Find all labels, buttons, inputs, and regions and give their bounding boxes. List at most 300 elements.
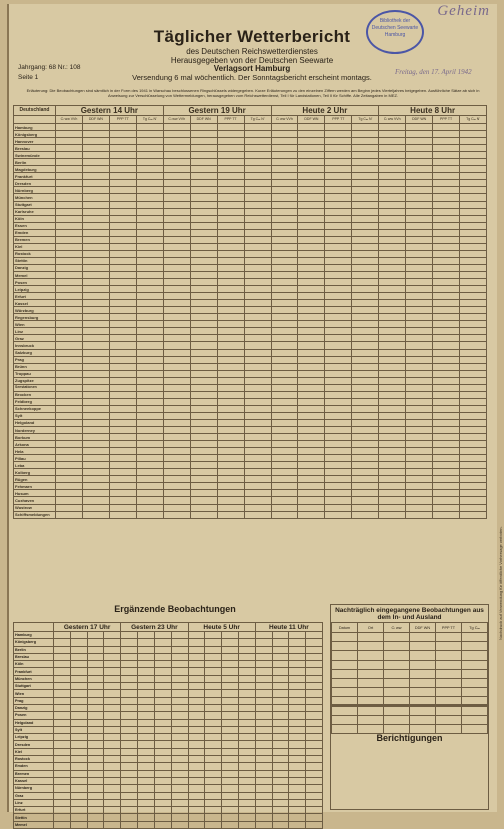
station-name: Berlin: [14, 159, 56, 166]
observation-cell: [171, 668, 188, 675]
late-cell: [410, 651, 436, 660]
observation-cell: [433, 215, 460, 222]
observation-cell: [70, 683, 87, 690]
observation-cell: [271, 279, 298, 286]
observation-cell: [190, 469, 217, 476]
observation-cell: [460, 328, 487, 335]
observation-cell: [352, 511, 379, 518]
observation-cell: [82, 250, 109, 257]
observation-cell: [271, 511, 298, 518]
observation-cell: [190, 215, 217, 222]
observation-cell: [56, 279, 83, 286]
observation-cell: [289, 726, 306, 733]
observation-cell: [205, 690, 222, 697]
station-name: Zugspitze: [14, 377, 56, 384]
observation-cell: [188, 726, 205, 733]
observation-cell: [163, 293, 190, 300]
late-cell: [358, 633, 384, 642]
observation-cell: [272, 712, 289, 719]
observation-cell: [379, 314, 406, 321]
observation-cell: [244, 131, 271, 138]
observation-cell: [379, 363, 406, 370]
observation-cell: [238, 661, 255, 668]
station-name: Hamburg: [14, 124, 56, 131]
observation-cell: [306, 785, 323, 792]
observation-cell: [54, 756, 71, 763]
observation-cell: [163, 271, 190, 278]
observation-cell: [82, 504, 109, 511]
late-cell: [410, 642, 436, 651]
observation-cell: [379, 236, 406, 243]
observation-cell: [222, 807, 239, 814]
observation-cell: [56, 335, 83, 342]
observation-cell: [271, 434, 298, 441]
observation-cell: [325, 490, 352, 497]
table-row: [14, 131, 487, 138]
station-name: Helgoland: [14, 719, 54, 726]
observation-cell: [190, 335, 217, 342]
observation-cell: [298, 173, 325, 180]
observation-cell: [54, 646, 71, 653]
observation-cell: [433, 476, 460, 483]
station-name: Erfurt: [14, 807, 54, 814]
observation-cell: [244, 363, 271, 370]
observation-cell: [163, 138, 190, 145]
station-name: Emden: [14, 763, 54, 770]
observation-cell: [460, 271, 487, 278]
observation-cell: [190, 370, 217, 377]
observation-cell: [244, 257, 271, 264]
observation-cell: [109, 434, 136, 441]
observation-cell: [163, 286, 190, 293]
observation-cell: [82, 300, 109, 307]
observation-cell: [56, 250, 83, 257]
observation-cell: [109, 356, 136, 363]
observation-cell: [406, 257, 433, 264]
observation-cell: [190, 271, 217, 278]
observation-cell: [433, 166, 460, 173]
observation-cell: [87, 821, 104, 828]
table-row: [14, 799, 323, 806]
observation-cell: [217, 286, 244, 293]
observation-cell: [352, 229, 379, 236]
observation-cell: [121, 683, 138, 690]
observation-cell: [136, 201, 163, 208]
observation-cell: [289, 653, 306, 660]
observation-cell: [154, 632, 171, 639]
observation-cell: [109, 490, 136, 497]
table-row: [14, 504, 487, 511]
observation-cell: [325, 335, 352, 342]
observation-cell: [171, 675, 188, 682]
observation-cell: [460, 434, 487, 441]
observation-cell: [171, 741, 188, 748]
table-row: [14, 704, 323, 711]
observation-cell: [255, 683, 272, 690]
observation-cell: [379, 159, 406, 166]
observation-cell: [56, 455, 83, 462]
observation-cell: [289, 821, 306, 828]
station-name: Leba: [14, 462, 56, 469]
observation-cell: [379, 490, 406, 497]
observation-cell: [109, 483, 136, 490]
table-row: [14, 236, 487, 243]
observation-cell: [190, 448, 217, 455]
observation-cell: [190, 264, 217, 271]
observation-cell: [460, 264, 487, 271]
group-header: Gestern 14 Uhr: [56, 106, 164, 116]
observation-cell: [271, 243, 298, 250]
observation-cell: [379, 391, 406, 398]
observation-cell: [325, 201, 352, 208]
observation-cell: [54, 712, 71, 719]
observation-cell: [109, 476, 136, 483]
table-row: [14, 187, 487, 194]
station-name: Sylt: [14, 412, 56, 419]
observation-cell: [87, 697, 104, 704]
observation-cell: [82, 286, 109, 293]
observation-cell: [289, 712, 306, 719]
table-row: [14, 741, 323, 748]
observation-cell: [271, 412, 298, 419]
observation-cell: [379, 328, 406, 335]
column-subheader: Cₗ ww VVh: [163, 116, 190, 124]
observation-cell: [244, 229, 271, 236]
observation-cell: [171, 719, 188, 726]
observation-cell: [289, 814, 306, 821]
table-row: [14, 279, 487, 286]
observation-cell: [87, 748, 104, 755]
observation-cell: [190, 201, 217, 208]
observation-cell: [87, 683, 104, 690]
observation-cell: [171, 756, 188, 763]
observation-cell: [352, 441, 379, 448]
late-cell: [462, 669, 488, 678]
observation-cell: [298, 257, 325, 264]
observation-cell: [188, 792, 205, 799]
observation-cell: [121, 632, 138, 639]
observation-cell: [238, 748, 255, 755]
observation-cell: [190, 349, 217, 356]
late-cell: [436, 669, 462, 678]
observation-cell: [352, 455, 379, 462]
group-header: Gestern 19 Uhr: [163, 106, 271, 116]
station-name: Wien: [14, 321, 56, 328]
observation-cell: [171, 763, 188, 770]
observation-cell: [325, 419, 352, 426]
observation-cell: [406, 201, 433, 208]
observation-cell: [325, 300, 352, 307]
observation-cell: [460, 448, 487, 455]
observation-cell: [136, 469, 163, 476]
observation-cell: [109, 215, 136, 222]
observation-cell: [244, 145, 271, 152]
station-name: Frankfurt: [14, 668, 54, 675]
observation-cell: [271, 455, 298, 462]
observation-cell: [460, 391, 487, 398]
observation-cell: [217, 455, 244, 462]
observation-cell: [190, 462, 217, 469]
observation-cell: [406, 286, 433, 293]
observation-cell: [460, 286, 487, 293]
observation-cell: [379, 398, 406, 405]
observation-cell: [190, 412, 217, 419]
late-cell: [462, 688, 488, 697]
observation-cell: [272, 697, 289, 704]
observation-cell: [298, 441, 325, 448]
observation-cell: [54, 690, 71, 697]
observation-cell: [238, 726, 255, 733]
observation-cell: [406, 349, 433, 356]
table-row: [14, 335, 487, 342]
observation-cell: [352, 427, 379, 434]
observation-cell: [238, 814, 255, 821]
observation-cell: [352, 342, 379, 349]
observation-cell: [298, 250, 325, 257]
observation-cell: [352, 201, 379, 208]
observation-cell: [271, 483, 298, 490]
observation-cell: [406, 215, 433, 222]
late-cell: [332, 642, 358, 651]
observation-cell: [82, 271, 109, 278]
table-row: [14, 391, 487, 398]
observation-cell: [352, 194, 379, 201]
observation-cell: [271, 419, 298, 426]
observation-cell: [136, 497, 163, 504]
station-name: Essen: [14, 222, 56, 229]
observation-cell: [238, 697, 255, 704]
observation-cell: [205, 748, 222, 755]
observation-cell: [222, 814, 239, 821]
observation-cell: [136, 215, 163, 222]
observation-cell: [217, 236, 244, 243]
observation-cell: [163, 300, 190, 307]
observation-cell: [379, 462, 406, 469]
observation-cell: [171, 690, 188, 697]
observation-cell: [121, 653, 138, 660]
observation-cell: [188, 683, 205, 690]
late-cell: [358, 678, 384, 687]
observation-cell: [138, 726, 155, 733]
observation-cell: [56, 180, 83, 187]
observation-cell: [352, 307, 379, 314]
observation-cell: [54, 763, 71, 770]
station-name: Rügen: [14, 476, 56, 483]
observation-cell: [379, 448, 406, 455]
observation-cell: [460, 469, 487, 476]
observation-cell: [460, 441, 487, 448]
observation-cell: [188, 704, 205, 711]
observation-cell: [56, 257, 83, 264]
observation-cell: [56, 356, 83, 363]
observation-cell: [121, 712, 138, 719]
table-row: [14, 300, 487, 307]
late-cell: [410, 669, 436, 678]
observation-cell: [163, 279, 190, 286]
observation-cell: [163, 180, 190, 187]
observation-cell: [136, 307, 163, 314]
observation-cell: [352, 469, 379, 476]
station-name: Borkum: [14, 434, 56, 441]
observation-cell: [433, 138, 460, 145]
observation-cell: [244, 398, 271, 405]
observation-cell: [306, 712, 323, 719]
table-row: [14, 349, 487, 356]
observation-cell: [272, 734, 289, 741]
observation-cell: [217, 243, 244, 250]
observation-cell: [109, 187, 136, 194]
observation-cell: [136, 476, 163, 483]
table-row: [14, 159, 487, 166]
observation-cell: [70, 719, 87, 726]
observation-cell: [54, 799, 71, 806]
observation-cell: [238, 734, 255, 741]
station-name: Linz: [14, 328, 56, 335]
station-col-header: Deutschland: [14, 106, 56, 116]
station-name: Danzig: [14, 264, 56, 271]
observation-cell: [56, 342, 83, 349]
station-name: Bremen: [14, 236, 56, 243]
observation-cell: [217, 222, 244, 229]
station-name: München: [14, 194, 56, 201]
column-subheader: Tg Cₘ N': [460, 116, 487, 124]
observation-cell: [460, 166, 487, 173]
station-name: Danzig: [14, 704, 54, 711]
observation-cell: [104, 646, 121, 653]
observation-cell: [325, 215, 352, 222]
observation-cell: [138, 821, 155, 828]
observation-cell: [244, 180, 271, 187]
observation-cell: [138, 770, 155, 777]
observation-cell: [56, 384, 83, 391]
observation-cell: [104, 639, 121, 646]
observation-cell: [163, 328, 190, 335]
station-name: Magdeburg: [14, 166, 56, 173]
observation-cell: [138, 785, 155, 792]
observation-cell: [82, 145, 109, 152]
observation-cell: [433, 335, 460, 342]
observation-cell: [104, 712, 121, 719]
observation-cell: [136, 187, 163, 194]
observation-cell: [56, 286, 83, 293]
observation-cell: [217, 370, 244, 377]
observation-cell: [244, 159, 271, 166]
page-number: Seite 1: [18, 74, 39, 81]
observation-cell: [136, 427, 163, 434]
observation-cell: [121, 726, 138, 733]
observation-cell: [205, 741, 222, 748]
observation-cell: [56, 349, 83, 356]
station-name: Memel: [14, 271, 56, 278]
table-row: [14, 222, 487, 229]
observation-cell: [325, 448, 352, 455]
station-name: Emden: [14, 229, 56, 236]
station-name: Nürnberg: [14, 785, 54, 792]
observation-cell: [272, 785, 289, 792]
observation-cell: [406, 419, 433, 426]
observation-cell: [460, 497, 487, 504]
observation-cell: [306, 661, 323, 668]
late-cell: [358, 660, 384, 669]
table-row: [14, 363, 487, 370]
observation-cell: [222, 697, 239, 704]
observation-cell: [109, 145, 136, 152]
station-name: Helgoland: [14, 419, 56, 426]
observation-cell: [109, 441, 136, 448]
observation-cell: [271, 377, 298, 384]
observation-cell: [70, 653, 87, 660]
observation-cell: [217, 398, 244, 405]
observation-cell: [136, 349, 163, 356]
observation-cell: [272, 741, 289, 748]
observation-cell: [82, 187, 109, 194]
observation-cell: [271, 328, 298, 335]
observation-cell: [82, 370, 109, 377]
observation-cell: [217, 229, 244, 236]
observation-cell: [87, 741, 104, 748]
observation-cell: [406, 166, 433, 173]
observation-cell: [82, 356, 109, 363]
observation-cell: [379, 342, 406, 349]
table-row: [14, 264, 487, 271]
late-col-header: Cₗ ww: [384, 623, 410, 633]
observation-cell: [406, 293, 433, 300]
observation-cell: [70, 777, 87, 784]
observation-cell: [352, 152, 379, 159]
observation-cell: [163, 370, 190, 377]
observation-cell: [188, 807, 205, 814]
observation-cell: [271, 264, 298, 271]
observation-cell: [205, 785, 222, 792]
observation-cell: [154, 734, 171, 741]
table-row: [14, 145, 487, 152]
observation-cell: [272, 807, 289, 814]
observation-cell: [154, 675, 171, 682]
observation-cell: [82, 441, 109, 448]
observation-cell: [121, 807, 138, 814]
observation-cell: [190, 229, 217, 236]
observation-cell: [325, 222, 352, 229]
observation-cell: [136, 455, 163, 462]
observation-cell: [154, 814, 171, 821]
observation-cell: [271, 391, 298, 398]
observation-cell: [171, 683, 188, 690]
station-name: Husum: [14, 490, 56, 497]
observation-cell: [54, 821, 71, 828]
observation-cell: [352, 215, 379, 222]
observation-cell: [244, 187, 271, 194]
observation-cell: [379, 455, 406, 462]
observation-cell: [82, 377, 109, 384]
observation-cell: [379, 257, 406, 264]
observation-cell: [325, 257, 352, 264]
late-cell: [384, 660, 410, 669]
observation-cell: [255, 726, 272, 733]
observation-cell: [163, 222, 190, 229]
observation-cell: [298, 321, 325, 328]
observation-cell: [138, 792, 155, 799]
observation-cell: [325, 476, 352, 483]
observation-cell: [188, 770, 205, 777]
observation-cell: [56, 264, 83, 271]
observation-cell: [460, 455, 487, 462]
observation-cell: [244, 293, 271, 300]
observation-cell: [325, 264, 352, 271]
observation-cell: [271, 201, 298, 208]
observation-cell: [325, 462, 352, 469]
observation-cell: [433, 250, 460, 257]
observation-cell: [244, 173, 271, 180]
